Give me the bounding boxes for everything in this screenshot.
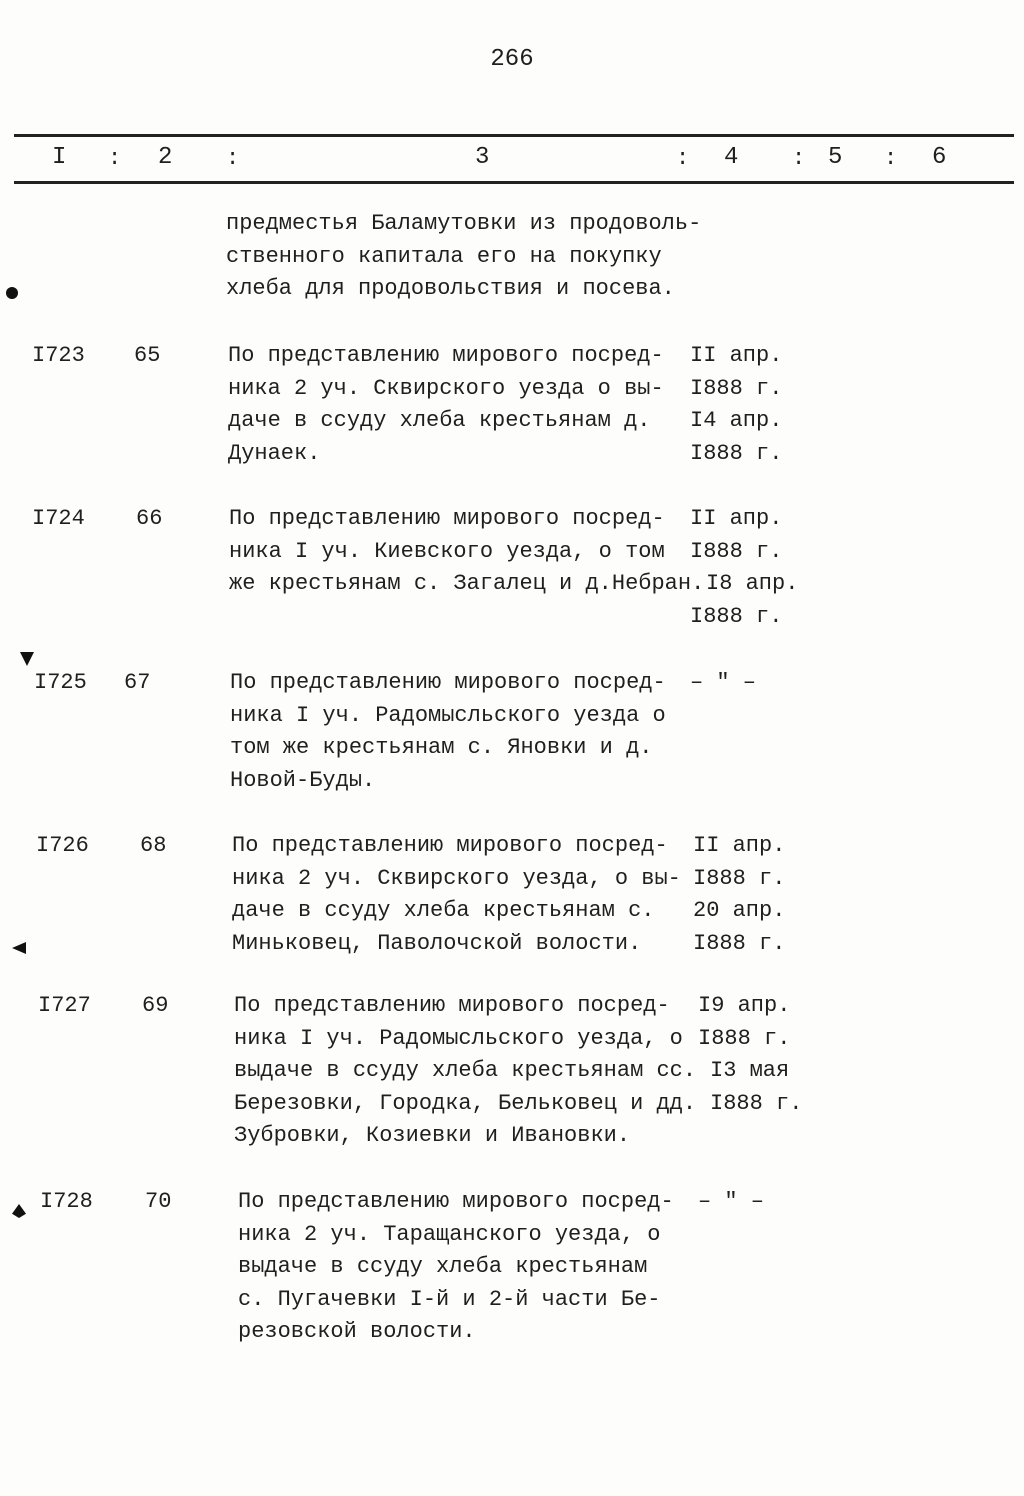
- text-line: даче в ссуду хлеба крестьянам с.: [232, 898, 655, 923]
- entry-number: I726: [36, 833, 89, 858]
- entry-description: [238, 1186, 708, 1349]
- date-line: II апр.: [690, 506, 783, 531]
- text-line: Зубровки, Козиевки и Ивановки.: [234, 1123, 631, 1148]
- date-line: 20 апр.: [693, 898, 786, 923]
- text-line: даче в ссуду хлеба крестьянам д.: [228, 408, 651, 433]
- column-header-2: 2: [158, 144, 173, 171]
- date-line: I888 г.: [710, 1090, 803, 1116]
- text-line: ника I уч. Радомысльского уезда о: [230, 702, 666, 728]
- sheet-number: 68: [140, 833, 167, 858]
- date-line: I888 г.: [693, 930, 786, 956]
- punch-hole-mark: [12, 1204, 26, 1218]
- column-separator: :: [676, 146, 690, 171]
- date-line: I888 г.: [690, 538, 783, 564]
- column-separator: :: [884, 146, 898, 171]
- column-separator: :: [108, 146, 122, 171]
- entry-description: [232, 830, 702, 960]
- text-line: ника 2 уч. Сквирского уезда, о вы-: [232, 865, 681, 891]
- text-line: резовской волости.: [238, 1319, 476, 1344]
- entry-dates: [698, 990, 818, 1120]
- text-line: ника 2 уч. Сквирского уезда о вы-: [228, 375, 664, 401]
- text-line: выдаче в ссуду хлеба крестьянам: [238, 1254, 648, 1279]
- date-line: I888 г.: [690, 375, 783, 401]
- entry-dates: [693, 830, 813, 960]
- entry-number: I727: [38, 993, 91, 1018]
- table-top-rule: [14, 134, 1014, 137]
- table-bottom-rule: [14, 181, 1014, 184]
- text-line: ника I уч. Киевского уезда, о том: [229, 538, 665, 564]
- entry-description: [228, 340, 698, 470]
- column-header-4: 4: [724, 144, 739, 171]
- text-line: Березовки, Городка, Бельковец и дд.: [234, 1090, 697, 1116]
- date-line: II апр.: [690, 343, 783, 368]
- entry-dates: [690, 503, 810, 633]
- text-line: По представлению мирового посред-: [230, 670, 666, 695]
- text-line: По представлению мирового посред-: [229, 506, 665, 531]
- column-header-5: 5: [828, 144, 843, 171]
- date-line: I4 апр.: [690, 408, 783, 433]
- entry-dates: [690, 340, 810, 470]
- text-line: же крестьянам с. Загалец и д.Небран.: [229, 571, 705, 596]
- entry-description: [234, 990, 704, 1153]
- entry-number: I724: [32, 506, 85, 531]
- sheet-number: 67: [124, 670, 151, 695]
- text-line: с. Пугачевки I-й и 2-й части Бе-: [238, 1286, 661, 1312]
- entry-dates: [698, 1186, 818, 1219]
- sheet-number: 66: [136, 506, 163, 531]
- text-line: том же крестьянам с. Яновки и д.: [230, 735, 653, 760]
- page-number: 266: [490, 46, 534, 73]
- column-header-1: I: [52, 144, 67, 171]
- text-line: По представлению мирового посред-: [234, 993, 670, 1018]
- date-line: I9 апр.: [698, 993, 791, 1018]
- sheet-number: 69: [142, 993, 169, 1018]
- text-line: ника 2 уч. Таращанского уезда, о: [238, 1221, 661, 1247]
- entry-description: [230, 667, 700, 797]
- entry-dates: [690, 667, 810, 700]
- punch-hole-mark: [12, 942, 26, 954]
- entry-description: [229, 503, 705, 601]
- date-line: II апр.: [693, 833, 786, 858]
- date-line: I3 мая: [710, 1058, 790, 1083]
- date-line: I888 г.: [690, 603, 783, 629]
- text-line: По представлению мирового посред-: [228, 343, 664, 368]
- text-line: Дунаек.: [228, 440, 321, 466]
- punch-hole-mark: [20, 652, 34, 666]
- ditto-mark: – " –: [690, 670, 757, 695]
- text-line: предместья Баламутовки из продоволь-: [226, 211, 702, 236]
- date-line: I8 апр.: [706, 571, 799, 596]
- text-line: хлеба для продовольствия и посева.: [226, 276, 675, 301]
- date-line: I888 г.: [693, 865, 786, 891]
- text-line: По представлению мирового посред-: [232, 833, 668, 858]
- punch-hole-mark: [6, 287, 18, 299]
- column-separator: :: [226, 146, 240, 171]
- sheet-number: 65: [134, 343, 161, 368]
- date-line: I888 г.: [698, 1025, 791, 1051]
- text-line: выдаче в ссуду хлеба крестьянам сс.: [234, 1058, 697, 1083]
- text-line: ника I уч. Радомысльского уезда, о: [234, 1025, 683, 1051]
- text-line: ственного капитала его на покупку: [226, 243, 662, 269]
- column-separator: :: [792, 146, 806, 171]
- ditto-mark: – " –: [698, 1189, 765, 1214]
- text-line: По представлению мирового посред-: [238, 1189, 674, 1214]
- entry-number: I725: [34, 670, 87, 695]
- column-header-3: 3: [475, 144, 490, 171]
- entry-number: I723: [32, 343, 85, 368]
- text-line: Новой-Буды.: [230, 767, 376, 793]
- text-line: Миньковец, Паволочской волости.: [232, 930, 642, 956]
- date-line: I888 г.: [690, 440, 783, 466]
- column-header-6: 6: [932, 144, 947, 171]
- sheet-number: 70: [145, 1189, 172, 1214]
- entry-number: I728: [40, 1189, 93, 1214]
